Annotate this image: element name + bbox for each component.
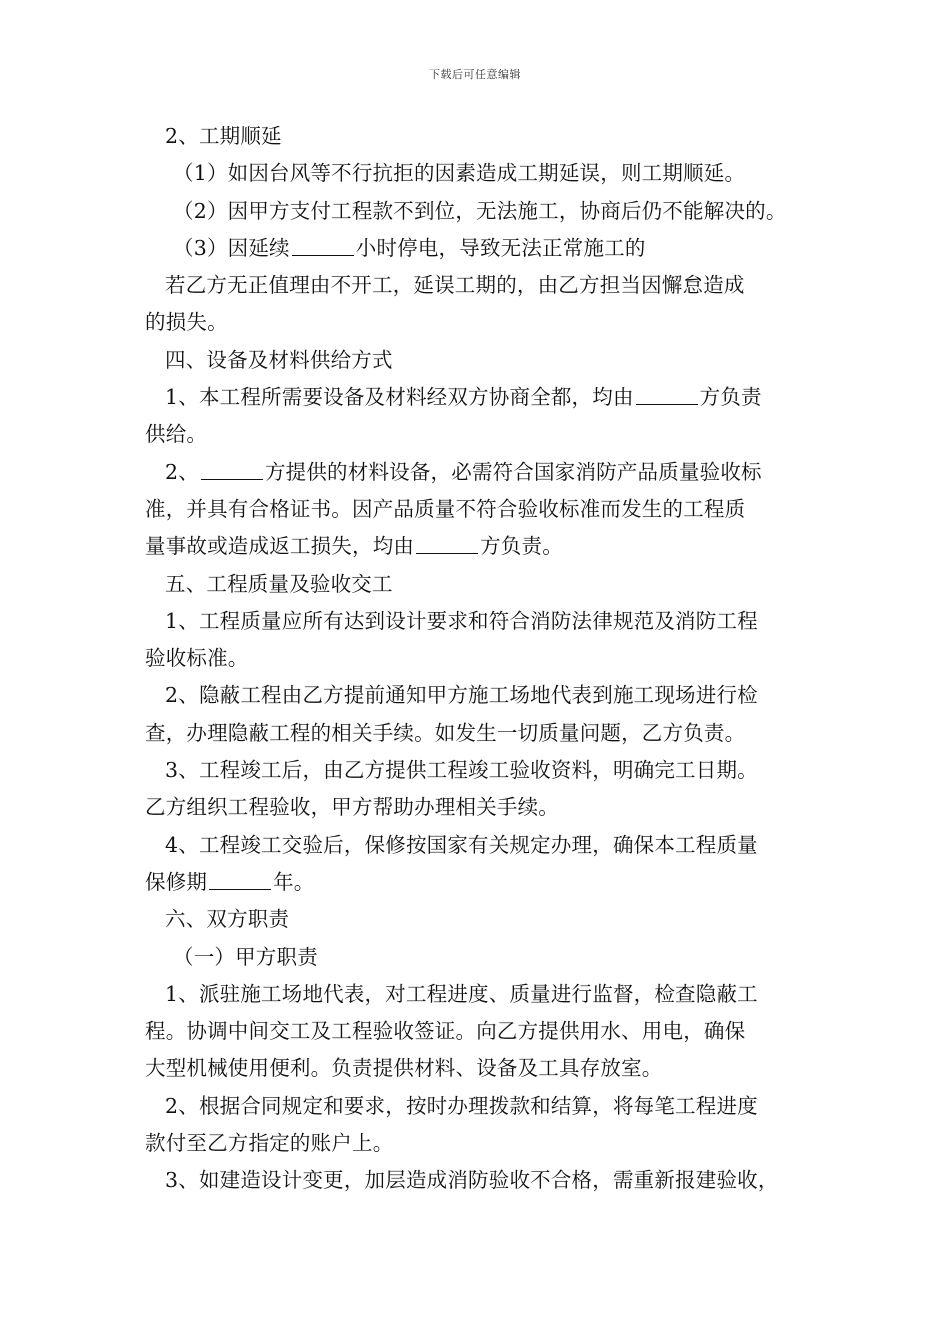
text-line: 若乙方无正值理由不开工，延误工期的，由乙方担当因懈怠造成 bbox=[165, 273, 745, 298]
text-line: （1）如因台风等不行抗拒的因素造成工期延误，则工期顺延。 bbox=[173, 161, 746, 186]
text-line: 1、本工程所需要设备及材料经双方协商全都，均由 方负责 bbox=[165, 385, 762, 410]
fill-in-blank bbox=[636, 386, 698, 405]
section-heading: 五、工程质量及验收交工 bbox=[165, 571, 393, 596]
text-line: 2、隐蔽工程由乙方提前通知甲方施工场地代表到施工现场进行检 bbox=[165, 683, 758, 708]
text-line: 1、工程质量应所有达到设计要求和符合消防法律规范及消防工程 bbox=[165, 608, 758, 633]
document-body bbox=[145, 118, 817, 1200]
text-line: 2、工期顺延 bbox=[165, 124, 282, 148]
section-heading: 四、设备及材料供给方式 bbox=[165, 347, 393, 372]
fill-in-blank bbox=[416, 535, 478, 554]
text-line: 3、工程竣工后，由乙方提供工程竣工验收资料，明确完工日期。 bbox=[165, 758, 758, 783]
subsection-heading: （一）甲方职责 bbox=[173, 944, 318, 969]
text-line: 款付至乙方指定的账户上。 bbox=[145, 1131, 394, 1156]
text-line: 查，办理隐蔽工程的相关手续。如发生一切质量问题，乙方负责。 bbox=[145, 720, 746, 745]
page-header: 下载后可任意编辑 bbox=[429, 68, 521, 81]
text-line: 2、 方提供的材料设备，必需符合国家消防产品质量验收标 bbox=[165, 459, 762, 484]
text-line: 4、工程竣工交验后，保修按国家有关规定办理，确保本工程质量 bbox=[165, 832, 758, 857]
text-line: （3）因延续 小时停电，导致无法正常施工的 bbox=[173, 235, 646, 260]
text-line: 大型机械使用便利。负责提供材料、设备及工具存放室。 bbox=[145, 1056, 663, 1081]
text-line: 的损失。 bbox=[145, 310, 228, 335]
text-line: 3、如建造设计变更，加层造成消防验收不合格，需重新报建验收， bbox=[165, 1168, 779, 1193]
text-line: 2、根据合同规定和要求，按时办理拨款和结算，将每笔工程进度 bbox=[165, 1093, 758, 1118]
text-line: 程。协调中间交工及工程验收签证。向乙方提供用水、用电，确保 bbox=[145, 1019, 746, 1044]
text-line: 量事故或造成返工损失，均由 方负责。 bbox=[145, 534, 563, 559]
fill-in-blank bbox=[201, 461, 263, 480]
text-line: 准，并具有合格证书。因产品质量不符合验收标准而发生的工程质 bbox=[145, 496, 746, 521]
text-line: 验收标准。 bbox=[145, 646, 249, 671]
text-line: 保修期 年。 bbox=[145, 869, 315, 894]
text-line: 供给。 bbox=[145, 422, 208, 447]
fill-in-blank bbox=[209, 871, 271, 890]
text-line: 1、派驻施工场地代表，对工程进度、质量进行监督，检查隐蔽工 bbox=[165, 981, 758, 1006]
text-line: （2）因甲方支付工程款不到位，无法施工，协商后仍不能解决的。 bbox=[173, 198, 787, 223]
text-line: 乙方组织工程验收，甲方帮助办理相关手续。 bbox=[145, 795, 559, 820]
fill-in-blank bbox=[292, 237, 354, 256]
section-heading: 六、双方职责 bbox=[165, 907, 290, 932]
